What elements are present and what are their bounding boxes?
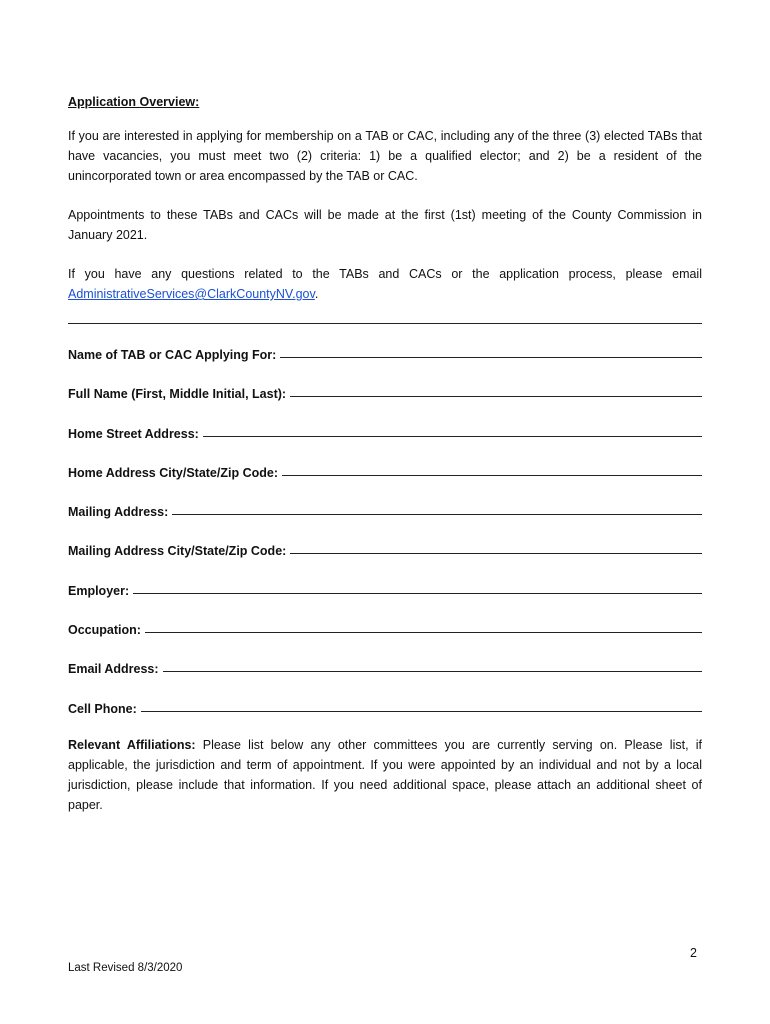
email-blank[interactable]: [163, 658, 702, 672]
questions-text: If you have any questions related to the TABs and CACs or the application process, please email: [68, 267, 702, 281]
employer-label: Employer:: [68, 583, 130, 598]
appointments-paragraph: Appointments to these TABs and CACs will be made at the first (1st) meeting of the County Commission in January 2021.: [68, 208, 702, 242]
full-name-blank[interactable]: [290, 383, 702, 397]
home-city-label: Home Address City/State/Zip Code:: [68, 465, 278, 480]
mailing-address-blank[interactable]: [172, 501, 702, 515]
occupation-label: Occupation:: [68, 623, 141, 638]
home-street-blank[interactable]: [203, 423, 702, 437]
mailing-address-label: Mailing Address:: [68, 505, 169, 520]
mailing-address-field: [68, 499, 702, 519]
questions-paragraph: [68, 264, 702, 304]
intro-paragraph: If you are interested in applying for membership on a TAB or CAC, including any of the three (3) elected TABs that have vacancies, you must meet two (2) criteria: 1) be a qualified elector; and 2) be a resident of the unincorporated town or area encompassed by the TAB or CAC.: [68, 129, 702, 183]
content-area: [68, 92, 702, 834]
occupation-blank[interactable]: [145, 619, 702, 633]
mailing-city-field: [68, 538, 702, 558]
affiliations-label: Relevant Affiliations:: [68, 737, 196, 752]
home-street-label: Home Street Address:: [68, 426, 199, 441]
section-divider: [68, 323, 702, 324]
tab-name-field: [68, 342, 702, 362]
affiliations-paragraph: [68, 735, 702, 815]
mailing-city-label: Mailing Address City/State/Zip Code:: [68, 544, 287, 559]
email-label: Email Address:: [68, 662, 159, 677]
section-heading: Application Overview:: [68, 95, 200, 109]
email-link[interactable]: AdministrativeServices@ClarkCountyNV.gov: [68, 287, 315, 301]
full-name-label: Full Name (First, Middle Initial, Last):: [68, 387, 287, 402]
mailing-city-blank[interactable]: [290, 540, 702, 554]
employer-blank[interactable]: [133, 580, 702, 594]
revision-footer: Last Revised 8/3/2020: [68, 962, 183, 974]
email-field: [68, 656, 702, 676]
cell-phone-blank[interactable]: [141, 698, 702, 712]
tab-name-label: Name of TAB or CAC Applying For:: [68, 348, 277, 362]
cell-phone-field: [68, 696, 702, 716]
page-number: 2: [690, 946, 697, 960]
home-city-blank[interactable]: [282, 462, 702, 476]
full-name-field: [68, 381, 702, 401]
affiliations-text: Please list below any other committees you are currently serving on. Please list, if applicable, the jurisdiction and term of appointment. If you were appointed by an individual and not by a local jurisdiction, please include that information. If you need additional space, please attach an additional sheet of paper.: [68, 737, 702, 812]
cell-phone-label: Cell Phone:: [68, 701, 137, 716]
tab-name-blank[interactable]: [280, 344, 702, 358]
questions-text-end: .: [314, 287, 319, 301]
occupation-field: [68, 617, 702, 637]
home-street-field: [68, 421, 702, 441]
employer-field: [68, 578, 702, 598]
home-city-field: [68, 460, 702, 480]
